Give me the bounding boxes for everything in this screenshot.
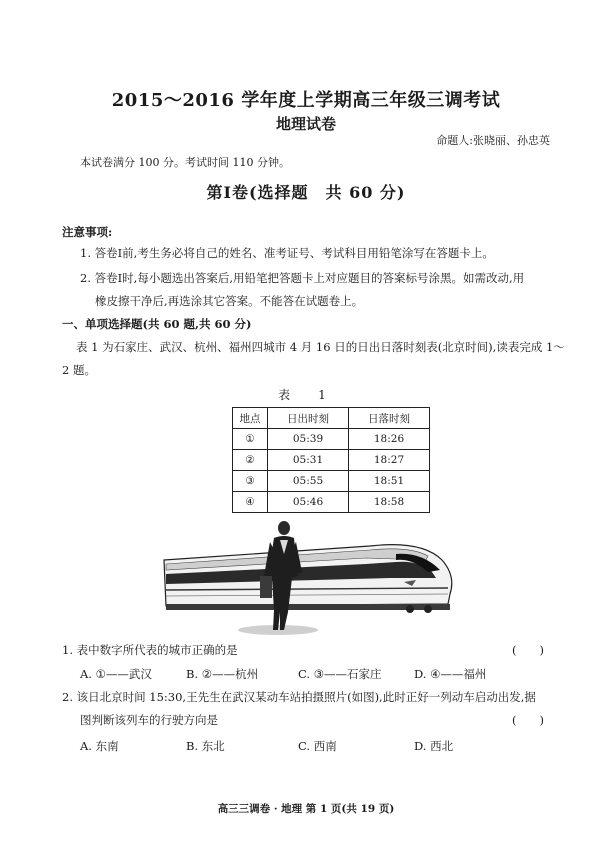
table-caption: 表 1: [278, 388, 334, 402]
table-header-cell: 日落时刻: [349, 408, 430, 429]
part1-intro-line-1: 表 1 为石家庄、武汉、杭州、福州四城市 4 月 16 日的日出日落时刻表(北京时间),读表完成 1～: [76, 340, 565, 354]
question-2-stem-line-2: 图判断该列车的行驶方向是: [80, 713, 218, 727]
part1-heading: 一、单项选择题(共 60 题,共 60 分): [62, 317, 252, 331]
man-figure: [260, 521, 302, 630]
question-1-option-a[interactable]: A. ①——武汉: [80, 667, 152, 681]
question-2-option-c[interactable]: C. 西南: [298, 739, 337, 753]
exam-subtitle: 地理试卷: [275, 115, 336, 133]
notes-item-2-line-1: 2. 答卷Ⅰ时,每小题选出答案后,用铅笔把答题卡上对应题目的答案标号涂黑。如需改动,用: [80, 271, 525, 285]
question-2-answer-bracket[interactable]: ( ): [512, 713, 544, 727]
table-cell: ③: [233, 471, 268, 492]
table-cell: 18:51: [349, 471, 430, 492]
question-2-option-a[interactable]: A. 东南: [80, 739, 119, 753]
section-title: 第Ⅰ卷(选择题 共 60 分): [206, 183, 406, 202]
table-cell: ①: [233, 429, 268, 450]
question-2-option-d[interactable]: D. 西北: [414, 739, 454, 753]
table-header-row: [233, 408, 430, 429]
table-cell: 18:27: [349, 450, 430, 471]
authors-line: 命题人:张晓丽、孙忠英: [436, 134, 550, 147]
table-cell: 05:46: [268, 492, 349, 513]
table-row: [233, 492, 430, 513]
table-cell: 05:39: [268, 429, 349, 450]
table-cell: 18:26: [349, 429, 430, 450]
question-1-option-d[interactable]: D. ④——福州: [414, 667, 487, 681]
table-row: [233, 450, 430, 471]
question-1-option-c[interactable]: C. ③——石家庄: [298, 667, 382, 681]
question-1-answer-bracket[interactable]: ( ): [512, 643, 544, 657]
table-cell: 05:55: [268, 471, 349, 492]
part1-intro-line-2: 2 题。: [62, 363, 96, 377]
question-1-option-b[interactable]: B. ②——杭州: [186, 667, 259, 681]
table-header-cell: 日出时刻: [268, 408, 349, 429]
page-footer: 高三三调卷 · 地理 第 1 页(共 19 页): [217, 803, 395, 815]
question-1-stem: 1. 表中数字所代表的城市正确的是: [62, 643, 238, 657]
notes-item-1: 1. 答卷Ⅰ前,考生务必将自己的姓名、准考证号、考试科目用铅笔涂写在答题卡上。: [80, 246, 494, 260]
table-header-cell: 地点: [233, 408, 268, 429]
sunrise-sunset-table: [232, 407, 430, 513]
table-cell: ②: [233, 450, 268, 471]
exam-title: 2015～2016 学年度上学期高三年级三调考试: [111, 90, 501, 111]
table-cell: 18:58: [349, 492, 430, 513]
notes-item-2-line-2: 橡皮擦干净后,再选涂其它答案。不能答在试题卷上。: [95, 294, 364, 308]
notes-heading: 注意事项:: [62, 225, 113, 239]
table-row: [233, 471, 430, 492]
table-row: [233, 429, 430, 450]
exam-note: 本试卷满分 100 分。考试时间 110 分钟。: [80, 156, 290, 169]
train-photo: [160, 520, 460, 640]
question-2-stem-line-1: 2. 该日北京时间 15:30,王先生在武汉某动车站拍摄照片(如图),此时正好一列动车启动出发,据: [62, 690, 536, 704]
table-cell: 05:31: [268, 450, 349, 471]
question-2-option-b[interactable]: B. 东北: [186, 739, 225, 753]
table-cell: ④: [233, 492, 268, 513]
